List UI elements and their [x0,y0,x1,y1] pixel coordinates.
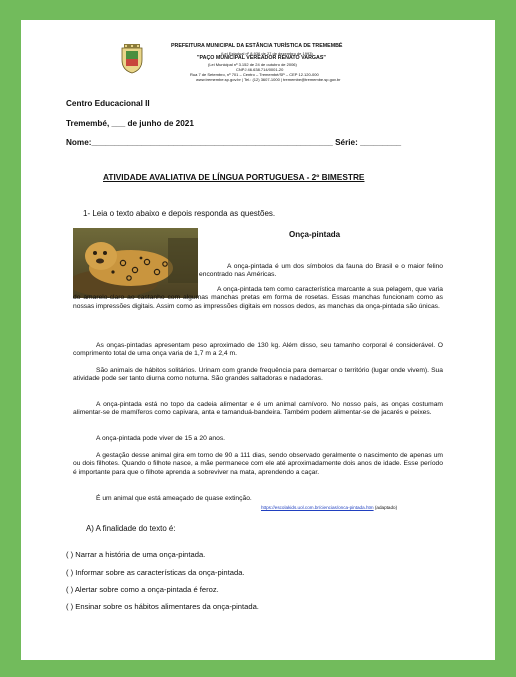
paragraph-5: A onça-pintada está no topo da cadeia alimentar e é um animal carnívoro. No nosso país, as onças costumam alimentar-se de mamíferos como capivara, anta e tamanduá-bandeira. Também podem alimentar-se de jacarés e peixes. [73,401,443,417]
text-title: Onça-pintada [289,230,341,239]
header-contact: www.tremembe.sp.gov.br | Tel.: (12) 3607-1000 | tremembe@tremembe.sp.gov.br [196,77,341,82]
header-title: PREFEITURA MUNICIPAL DA ESTÂNCIA TURÍSTICA DE TREMEMBÉ [171,43,343,49]
option-3[interactable]: ( ) Alertar sobre como a onça-pintada é feroz. [66,585,219,594]
header-law: (Lei Municipal nº 3.152 de 24 de outubro de 2006) [208,62,297,67]
header-address: Rua 7 de Setembro, nº 701 – Centro – Tremembé/SP – CEP 12.120-000 [190,72,319,77]
paragraph-1: A onça-pintada é um dos símbolos da fauna do Brasil e o maior felino encontrado nas Américas. [199,263,443,279]
option-4[interactable]: ( ) Ensinar sobre os hábitos alimentares da onça-pintada. [66,602,259,611]
school-name: Centro Educacional II [66,99,150,108]
source-note: (adaptado) [373,505,398,510]
paragraph-7: A gestação desse animal gira em torno de 90 a 111 dias, sendo observado geralmente o nascimento de apenas um ou dois filhotes. Quando o filhote nasce, a mãe permanece com ele até aproximadamente dois anos de idade. Esse período é importante para que o filhote aprenda a sobreviver na mata, aprendendo a caçar. [73,452,443,476]
paragraph-6: A onça-pintada pode viver de 15 a 20 anos. [96,435,226,442]
header-subtitle: (Lei Estadual nº 8.936 de 27 de dezembro de 1993) [221,51,313,56]
paragraph-2: A onça-pintada tem como característica marcante a sua pelagem, que varia do amarelo-claro ao castanho com algumas manchas pretas em forma de rosetas. Essas manchas funcionam como as nossas impressões digitais. Assim como as impressões digitais em nossos dedos, as manchas da onça-pintada são únicas. [73,286,443,310]
paragraph-8: É um animal que está ameaçado de quase extinção. [96,495,252,502]
activity-title: ATIVIDADE AVALIATIVA DE LÍNGUA PORTUGUESA - 2º BIMESTRE [103,172,365,182]
option-2[interactable]: ( ) Informar sobre as características da onça-pintada. [66,568,245,577]
paragraph-3: As onças-pintadas apresentam peso aproximado de 130 kg. Além disso, seu tamanho corporal é considerável. O comprimento total de uma onça varia de 1,7 m a 2,4 m. [73,342,443,358]
question-1: 1- Leia o texto abaixo e depois responda as questões. [83,209,276,218]
source-link[interactable]: https://escolakids.uol.com.br/ciencias/onca-pintada.htm [261,505,374,510]
document-page [21,20,495,660]
name-line: Nome:_____________________________________________________ Série: _________ [66,138,402,147]
date-line: Tremembé, ___ de junho de 2021 [66,119,194,128]
paragraph-4: São animais de hábitos solitários. Urinam com grande frequência para demarcar o território (lugar onde vivem). Sua atividade pode ser tanto diurna como noturna. São grandes saltadoras e nadadoras. [73,367,443,383]
header-palace: "PAÇO MUNICIPAL VEREADOR RENATO VARGAS" [197,55,326,61]
coat-of-arms-icon [119,44,145,74]
question-a: A) A finalidade do texto é: [86,524,176,533]
source-citation [261,505,397,510]
header-cnpj: CNPJ 46.638.714/0001-20 [236,67,284,72]
option-1[interactable]: ( ) Narrar a história de uma onça-pintada. [66,550,206,559]
